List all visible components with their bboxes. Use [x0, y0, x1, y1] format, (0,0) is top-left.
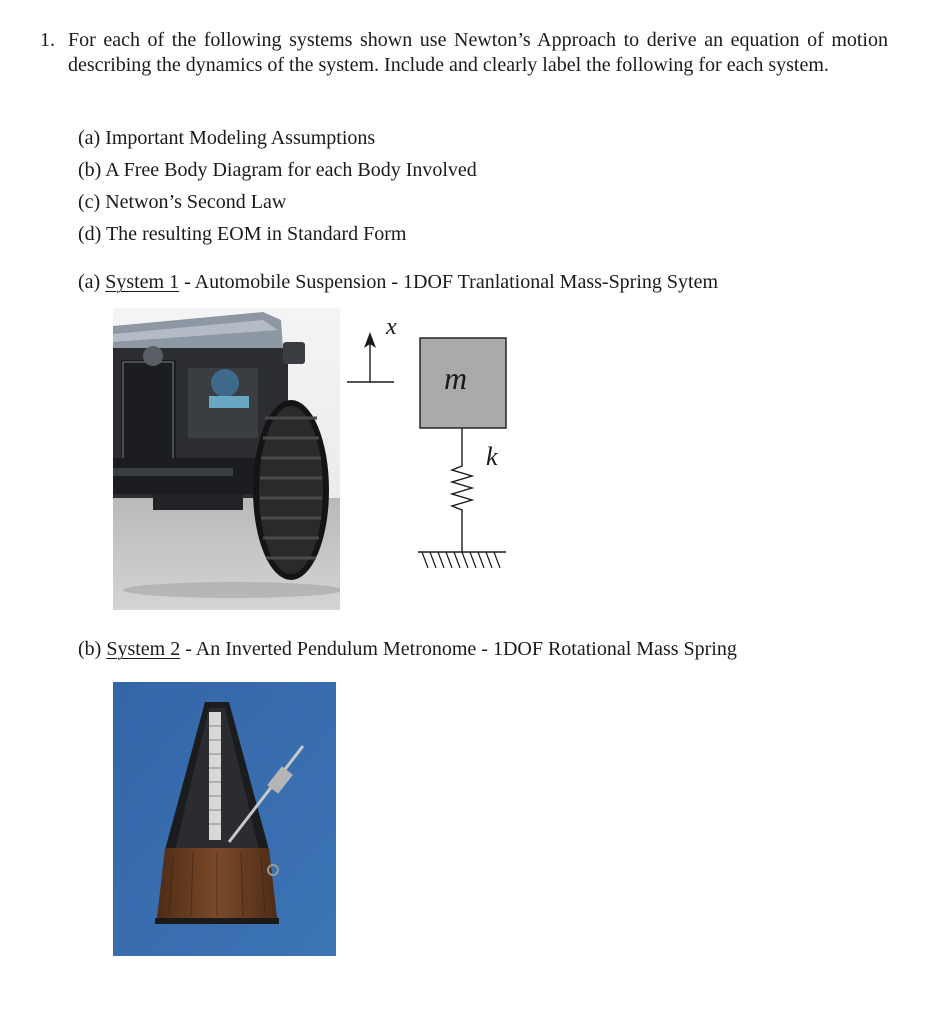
question-paragraph	[40, 28, 888, 77]
system-2-heading	[78, 637, 737, 661]
item-a	[78, 126, 375, 150]
spring-label: k	[486, 442, 498, 471]
item-c-text: Netwon’s Second Law	[105, 191, 287, 213]
item-d	[78, 222, 407, 246]
item-b-marker: (b)	[78, 159, 102, 181]
mass-label: m	[444, 360, 468, 396]
spring	[452, 428, 472, 552]
metronome-photo	[113, 682, 336, 956]
jeep-suspension-photo	[113, 308, 340, 610]
metronome-illustration	[113, 682, 336, 956]
ground-support	[418, 552, 506, 568]
item-a-text: Important Modeling Assumptions	[105, 127, 376, 149]
item-b-text: A Free Body Diagram for each Body Involved	[105, 159, 477, 181]
system-2-marker: (b)	[78, 638, 102, 660]
item-c-marker: (c)	[78, 191, 101, 213]
displacement-label: x	[386, 314, 397, 340]
item-d-text: The resulting EOM in Standard Form	[105, 223, 407, 245]
item-c	[78, 190, 286, 214]
question-text: For each of the following systems shown use Newton’s Approach to derive an equation of motion describing the dynamics of the system. Include and clearly label the following for each system.	[68, 29, 888, 76]
system-1-heading	[78, 270, 718, 294]
item-a-marker: (a)	[78, 127, 101, 149]
jeep-illustration	[113, 308, 340, 610]
system-1-name: System 1	[105, 271, 180, 293]
item-d-marker: (d)	[78, 223, 102, 245]
question-number: 1.	[40, 29, 55, 51]
system-1-description: - Automobile Suspension - 1DOF Tranlational Mass-Spring Sytem	[179, 271, 719, 293]
item-b	[78, 158, 477, 182]
system-1-marker: (a)	[78, 271, 101, 293]
system-2-description: - An Inverted Pendulum Metronome - 1DOF Rotational Mass Spring	[180, 638, 737, 660]
mass-spring-diagram	[340, 308, 540, 588]
system-2-name: System 2	[106, 638, 181, 660]
